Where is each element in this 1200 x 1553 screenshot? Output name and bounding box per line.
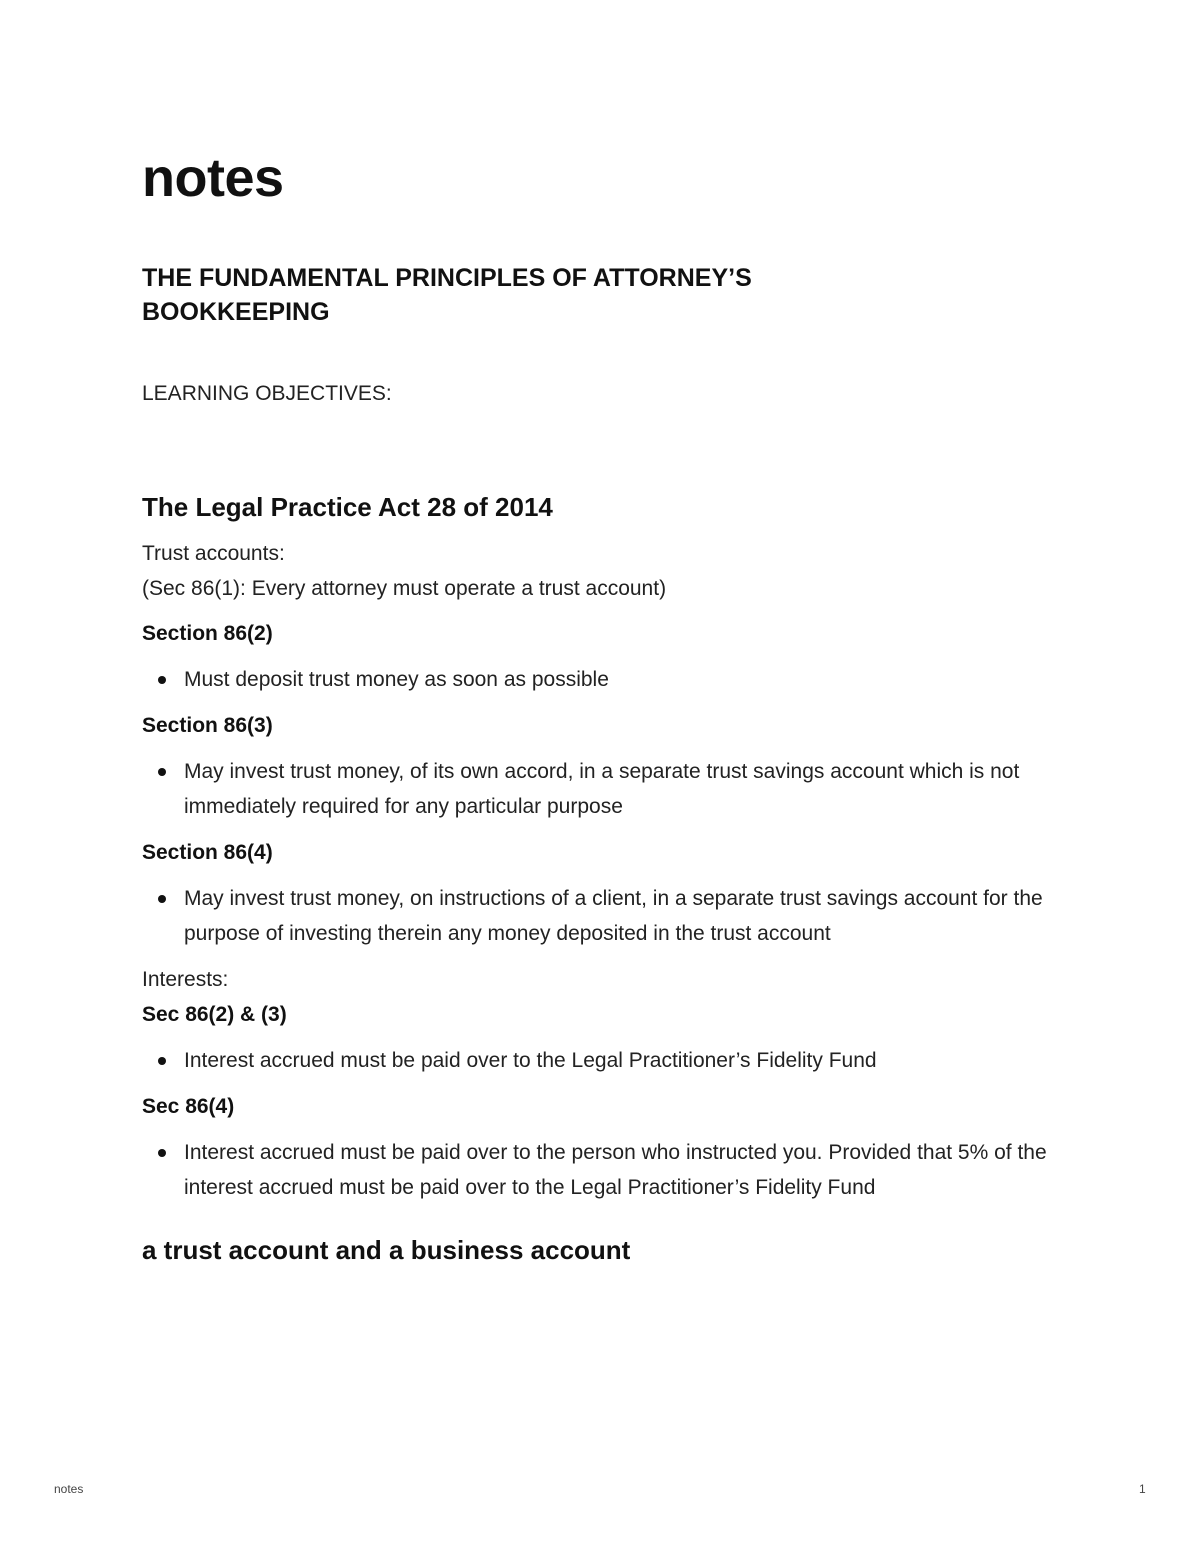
content-body	[142, 488, 1072, 1269]
act-heading: The Legal Practice Act 28 of 2014	[142, 492, 553, 522]
bullet-icon	[158, 676, 166, 684]
section-label: Section 86(2)	[142, 622, 273, 645]
list-item	[142, 662, 1072, 697]
list-item-text: Interest accrued must be paid over to the person who instructed you. Provided that 5% of the interest accrued must be paid over to the Legal Practitioner’s Fidelity Fund	[184, 1141, 1047, 1199]
document-title: notes	[142, 148, 284, 208]
accounts-heading: a trust account and a business account	[142, 1235, 631, 1265]
bullet-icon	[158, 895, 166, 903]
list-item-text: Interest accrued must be paid over to the Legal Practitioner’s Fidelity Fund	[184, 1049, 877, 1072]
list-item	[142, 1043, 1072, 1078]
bullet-list	[142, 881, 1072, 951]
bullet-list	[142, 1043, 1072, 1078]
bullet-icon	[158, 1149, 166, 1157]
bullet-icon	[158, 768, 166, 776]
section-label: Section 86(3)	[142, 714, 273, 737]
bullet-icon	[158, 1057, 166, 1065]
section-label: Sec 86(2) & (3)	[142, 1003, 287, 1026]
main-heading: THE FUNDAMENTAL PRINCIPLES OF ATTORNEY’S BOOKKEEPING	[142, 264, 752, 326]
list-item-text: Must deposit trust money as soon as possible	[184, 668, 609, 691]
bullet-list	[142, 1135, 1072, 1205]
learning-objectives-label: LEARNING OBJECTIVES:	[142, 382, 392, 405]
footer-document-name: notes	[54, 1482, 84, 1496]
list-item-text: May invest trust money, on instructions of a client, in a separate trust savings account for the purpose of investing therein any money deposited in the trust account	[184, 887, 1043, 945]
section-label: Section 86(4)	[142, 841, 273, 864]
section-label: Sec 86(4)	[142, 1095, 235, 1118]
sec-86-1-note: (Sec 86(1): Every attorney must operate a trust account)	[142, 577, 667, 600]
list-item	[142, 881, 1072, 951]
list-item	[142, 754, 1072, 824]
bullet-list	[142, 662, 1072, 697]
bullet-list	[142, 754, 1072, 824]
page-number: 1	[1139, 1482, 1146, 1496]
list-item-text: May invest trust money, of its own accord, in a separate trust savings account which is not immediately required for any particular purpose	[184, 760, 1020, 818]
trust-accounts-label: Trust accounts:	[142, 542, 285, 565]
list-item	[142, 1135, 1072, 1205]
interests-label: Interests:	[142, 968, 229, 991]
